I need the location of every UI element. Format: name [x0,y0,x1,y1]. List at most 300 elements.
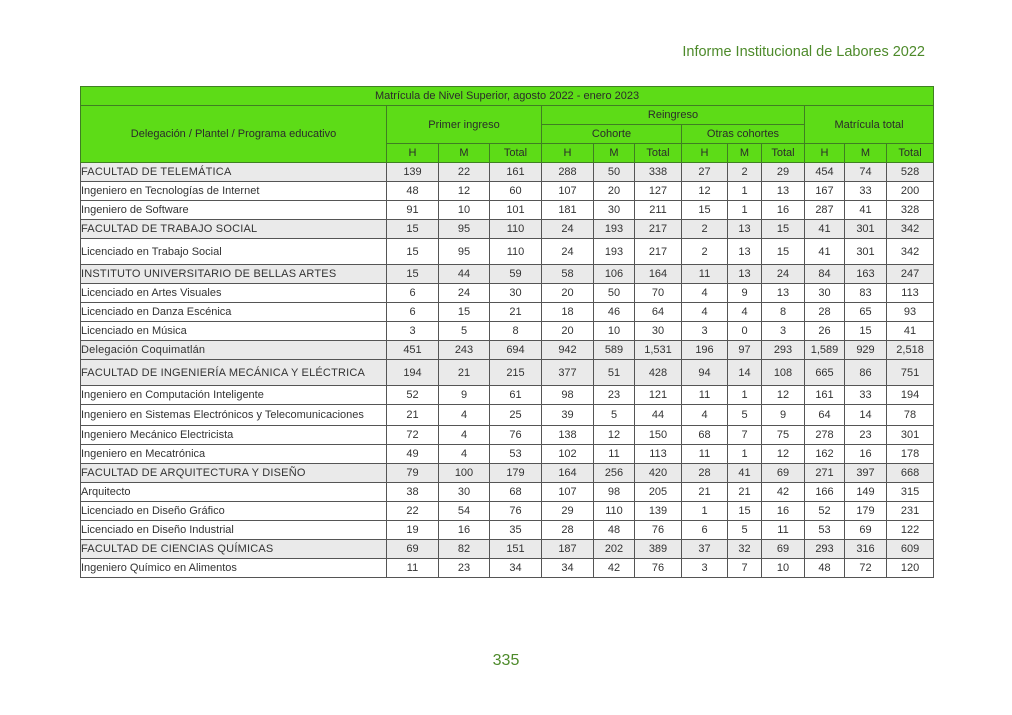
group-row [81,220,934,239]
cell-value: 48 [387,182,439,201]
program-row [81,502,934,521]
cell-value: 15 [762,239,805,265]
cell-value: 256 [594,464,635,483]
cell-value: 69 [845,521,887,540]
cell-value: 113 [635,445,682,464]
cell-value: 69 [387,540,439,559]
cell-value: 196 [682,341,728,360]
cell-value: 46 [594,303,635,322]
cell-value: 113 [887,284,934,303]
cell-value: 3 [387,322,439,341]
program-row [81,483,934,502]
cell-value: 20 [542,322,594,341]
cell-value: 12 [762,386,805,405]
cell-value: 15 [728,502,762,521]
cell-value: 149 [845,483,887,502]
program-row [81,445,934,464]
sub-header-m: M [728,144,762,163]
program-row [81,322,934,341]
cell-value: 106 [594,265,635,284]
cell-value: 64 [805,405,845,426]
matricula-total-header: Matrícula total [805,106,934,144]
row-label: Ingeniero en Tecnologías de Internet [81,182,387,201]
sub-header-h: H [387,144,439,163]
cell-value: 68 [490,483,542,502]
program-row [81,521,934,540]
cell-value: 30 [490,284,542,303]
cell-value: 97 [728,341,762,360]
cell-value: 49 [387,445,439,464]
cell-value: 14 [728,360,762,386]
cell-value: 64 [635,303,682,322]
cell-value: 10 [439,201,490,220]
cell-value: 301 [845,239,887,265]
cell-value: 243 [439,341,490,360]
page-number: 335 [492,652,520,669]
cell-value: 30 [635,322,682,341]
cell-value: 6 [387,284,439,303]
report-title: Informe Institucional de Labores 2022 [682,44,925,60]
cell-value: 8 [762,303,805,322]
cell-value: 14 [845,405,887,426]
cell-value: 161 [805,386,845,405]
sub-header-h: H [682,144,728,163]
cell-value: 1 [728,386,762,405]
cell-value: 194 [387,360,439,386]
cell-value: 24 [542,239,594,265]
cell-value: 19 [387,521,439,540]
cell-value: 301 [887,426,934,445]
cell-value: 98 [594,483,635,502]
cell-value: 2,518 [887,341,934,360]
cell-value: 12 [594,426,635,445]
sub-header-total: Total [887,144,934,163]
cell-value: 25 [490,405,542,426]
cell-value: 451 [387,341,439,360]
cell-value: 83 [845,284,887,303]
cell-value: 42 [594,559,635,578]
cell-value: 29 [762,163,805,182]
cell-value: 41 [805,220,845,239]
cell-value: 74 [845,163,887,182]
cell-value: 4 [439,445,490,464]
cell-value: 110 [490,239,542,265]
cell-value: 338 [635,163,682,182]
cell-value: 315 [887,483,934,502]
cell-value: 121 [635,386,682,405]
cell-value: 51 [594,360,635,386]
cell-value: 328 [887,201,934,220]
row-label: Licenciado en Trabajo Social [81,239,387,265]
cell-value: 342 [887,239,934,265]
cell-value: 15 [387,220,439,239]
cell-value: 589 [594,341,635,360]
cell-value: 38 [387,483,439,502]
cell-value: 33 [845,182,887,201]
cell-value: 3 [682,322,728,341]
cell-value: 28 [682,464,728,483]
cell-value: 84 [805,265,845,284]
cell-value: 751 [887,360,934,386]
table-body [81,163,934,578]
cell-value: 54 [439,502,490,521]
cell-value: 78 [887,405,934,426]
cell-value: 3 [682,559,728,578]
cell-value: 95 [439,239,490,265]
cell-value: 5 [728,405,762,426]
program-row [81,284,934,303]
cell-value: 293 [762,341,805,360]
row-label: Ingeniero Mecánico Electricista [81,426,387,445]
cell-value: 167 [805,182,845,201]
row-label: Licenciado en Danza Escénica [81,303,387,322]
cell-value: 82 [439,540,490,559]
cell-value: 13 [762,284,805,303]
cell-value: 41 [845,201,887,220]
cell-value: 18 [542,303,594,322]
cell-value: 139 [387,163,439,182]
row-label: Delegación Coquimatlán [81,341,387,360]
row-label: Arquitecto [81,483,387,502]
group-row [81,265,934,284]
cell-value: 668 [887,464,934,483]
cell-value: 13 [728,239,762,265]
row-label: FACULTAD DE TELEMÁTICA [81,163,387,182]
program-row [81,239,934,265]
group-row [81,464,934,483]
cell-value: 91 [387,201,439,220]
cell-value: 1 [728,182,762,201]
cell-value: 288 [542,163,594,182]
cell-value: 454 [805,163,845,182]
program-row [81,559,934,578]
sub-header-total: Total [635,144,682,163]
cell-value: 101 [490,201,542,220]
cell-value: 60 [490,182,542,201]
cell-value: 164 [635,265,682,284]
cell-value: 15 [387,239,439,265]
row-label: Licenciado en Diseño Gráfico [81,502,387,521]
cell-value: 72 [387,426,439,445]
cell-value: 102 [542,445,594,464]
cell-value: 21 [682,483,728,502]
cell-value: 247 [887,265,934,284]
group-row [81,163,934,182]
cell-value: 11 [762,521,805,540]
row-label: Licenciado en Diseño Industrial [81,521,387,540]
reingreso-header: Reingreso [542,106,805,125]
cell-value: 420 [635,464,682,483]
cell-value: 12 [762,445,805,464]
cell-value: 15 [845,322,887,341]
cell-value: 35 [490,521,542,540]
primer-ingreso-header: Primer ingreso [387,106,542,144]
cell-value: 202 [594,540,635,559]
cell-value: 30 [594,201,635,220]
cell-value: 98 [542,386,594,405]
cell-value: 48 [805,559,845,578]
cell-value: 1 [728,445,762,464]
cell-value: 76 [635,559,682,578]
cell-value: 6 [682,521,728,540]
cell-value: 193 [594,239,635,265]
cell-value: 70 [635,284,682,303]
cell-value: 44 [439,265,490,284]
cell-value: 11 [682,445,728,464]
cell-value: 1 [682,502,728,521]
cell-value: 139 [635,502,682,521]
cell-value: 93 [887,303,934,322]
cell-value: 59 [490,265,542,284]
cell-value: 181 [542,201,594,220]
cell-value: 100 [439,464,490,483]
cell-value: 7 [728,559,762,578]
cell-value: 10 [762,559,805,578]
row-label: Licenciado en Música [81,322,387,341]
cell-value: 34 [490,559,542,578]
cell-value: 15 [439,303,490,322]
sub-header-h: H [805,144,845,163]
cell-value: 53 [805,521,845,540]
cell-value: 37 [682,540,728,559]
cell-value: 29 [542,502,594,521]
cell-value: 194 [887,386,934,405]
cell-value: 75 [762,426,805,445]
cell-value: 211 [635,201,682,220]
group-row [81,360,934,386]
cell-value: 23 [594,386,635,405]
cell-value: 609 [887,540,934,559]
program-row [81,182,934,201]
cell-value: 68 [682,426,728,445]
program-row [81,405,934,426]
cell-value: 138 [542,426,594,445]
cell-value: 5 [439,322,490,341]
cell-value: 4 [439,426,490,445]
cell-value: 8 [490,322,542,341]
cell-value: 11 [594,445,635,464]
cell-value: 161 [490,163,542,182]
cell-value: 21 [387,405,439,426]
cell-value: 110 [594,502,635,521]
cell-value: 428 [635,360,682,386]
cell-value: 72 [845,559,887,578]
cell-value: 217 [635,239,682,265]
cell-value: 942 [542,341,594,360]
cell-value: 12 [439,182,490,201]
row-label: Licenciado en Artes Visuales [81,284,387,303]
cell-value: 293 [805,540,845,559]
cell-value: 5 [728,521,762,540]
cell-value: 164 [542,464,594,483]
otras-cohortes-header: Otras cohortes [682,125,805,144]
cell-value: 16 [762,201,805,220]
cell-value: 86 [845,360,887,386]
cell-value: 76 [490,426,542,445]
cell-value: 13 [728,220,762,239]
sub-header-m: M [439,144,490,163]
cell-value: 12 [682,182,728,201]
cell-value: 5 [594,405,635,426]
cell-value: 150 [635,426,682,445]
cell-value: 21 [490,303,542,322]
first-column-header: Delegación / Plantel / Programa educativo [81,106,387,163]
cell-value: 13 [762,182,805,201]
cell-value: 2 [682,220,728,239]
cell-value: 22 [387,502,439,521]
cell-value: 58 [542,265,594,284]
row-label: FACULTAD DE CIENCIAS QUÍMICAS [81,540,387,559]
cell-value: 16 [439,521,490,540]
cell-value: 1,531 [635,341,682,360]
sub-header-m: M [845,144,887,163]
cell-value: 9 [728,284,762,303]
cell-value: 271 [805,464,845,483]
row-label: Ingeniero en Sistemas Electrónicos y Telecomunicaciones [81,405,387,426]
cell-value: 24 [762,265,805,284]
cell-value: 301 [845,220,887,239]
cell-value: 22 [439,163,490,182]
program-row [81,201,934,220]
cell-value: 20 [542,284,594,303]
cell-value: 41 [887,322,934,341]
cell-value: 42 [762,483,805,502]
cell-value: 7 [728,426,762,445]
cell-value: 27 [682,163,728,182]
sub-header-m: M [594,144,635,163]
cell-value: 41 [805,239,845,265]
cell-value: 187 [542,540,594,559]
enrollment-table [80,86,934,578]
cell-value: 342 [887,220,934,239]
cell-value: 26 [805,322,845,341]
cell-value: 9 [439,386,490,405]
cell-value: 11 [682,265,728,284]
cell-value: 76 [635,521,682,540]
cell-value: 4 [728,303,762,322]
cell-value: 694 [490,341,542,360]
cell-value: 21 [439,360,490,386]
cell-value: 23 [439,559,490,578]
cell-value: 162 [805,445,845,464]
cell-value: 24 [439,284,490,303]
cell-value: 24 [542,220,594,239]
cell-value: 200 [887,182,934,201]
cell-value: 32 [728,540,762,559]
cell-value: 179 [845,502,887,521]
cell-value: 179 [490,464,542,483]
program-row [81,426,934,445]
cell-value: 397 [845,464,887,483]
cell-value: 231 [887,502,934,521]
cell-value: 39 [542,405,594,426]
cell-value: 166 [805,483,845,502]
cell-value: 287 [805,201,845,220]
sub-header-total: Total [762,144,805,163]
group-row [81,540,934,559]
cell-value: 16 [845,445,887,464]
cell-value: 94 [682,360,728,386]
sub-header-total: Total [490,144,542,163]
cohorte-header: Cohorte [542,125,682,144]
table-title: Matrícula de Nivel Superior, agosto 2022 - enero 2023 [81,87,934,106]
row-label: Ingeniero en Computación Inteligente [81,386,387,405]
cell-value: 107 [542,182,594,201]
cell-value: 0 [728,322,762,341]
cell-value: 217 [635,220,682,239]
cell-value: 30 [805,284,845,303]
row-label: FACULTAD DE ARQUITECTURA Y DISEÑO [81,464,387,483]
row-label: FACULTAD DE INGENIERÍA MECÁNICA Y ELÉCTRICA [81,360,387,386]
cell-value: 79 [387,464,439,483]
cell-value: 44 [635,405,682,426]
cell-value: 108 [762,360,805,386]
cell-value: 9 [762,405,805,426]
cell-value: 929 [845,341,887,360]
row-label: Ingeniero Químico en Alimentos [81,559,387,578]
cell-value: 278 [805,426,845,445]
sub-header-h: H [542,144,594,163]
cell-value: 28 [542,521,594,540]
cell-value: 69 [762,540,805,559]
cell-value: 69 [762,464,805,483]
cell-value: 34 [542,559,594,578]
cell-value: 2 [682,239,728,265]
cell-value: 52 [387,386,439,405]
cell-value: 316 [845,540,887,559]
cell-value: 4 [682,284,728,303]
cell-value: 389 [635,540,682,559]
cell-value: 13 [728,265,762,284]
cell-value: 52 [805,502,845,521]
cell-value: 15 [387,265,439,284]
cell-value: 16 [762,502,805,521]
row-label: FACULTAD DE TRABAJO SOCIAL [81,220,387,239]
cell-value: 30 [439,483,490,502]
cell-value: 3 [762,322,805,341]
cell-value: 528 [887,163,934,182]
cell-value: 50 [594,163,635,182]
cell-value: 61 [490,386,542,405]
cell-value: 178 [887,445,934,464]
cell-value: 193 [594,220,635,239]
cell-value: 21 [728,483,762,502]
cell-value: 4 [682,405,728,426]
cell-value: 28 [805,303,845,322]
cell-value: 53 [490,445,542,464]
cell-value: 122 [887,521,934,540]
cell-value: 65 [845,303,887,322]
cell-value: 41 [728,464,762,483]
cell-value: 6 [387,303,439,322]
group-row [81,341,934,360]
cell-value: 10 [594,322,635,341]
cell-value: 95 [439,220,490,239]
row-label: Ingeniero de Software [81,201,387,220]
row-label: INSTITUTO UNIVERSITARIO DE BELLAS ARTES [81,265,387,284]
cell-value: 4 [682,303,728,322]
program-row [81,303,934,322]
cell-value: 377 [542,360,594,386]
program-row [81,386,934,405]
cell-value: 4 [439,405,490,426]
cell-value: 20 [594,182,635,201]
cell-value: 15 [762,220,805,239]
cell-value: 120 [887,559,934,578]
cell-value: 163 [845,265,887,284]
cell-value: 23 [845,426,887,445]
cell-value: 76 [490,502,542,521]
